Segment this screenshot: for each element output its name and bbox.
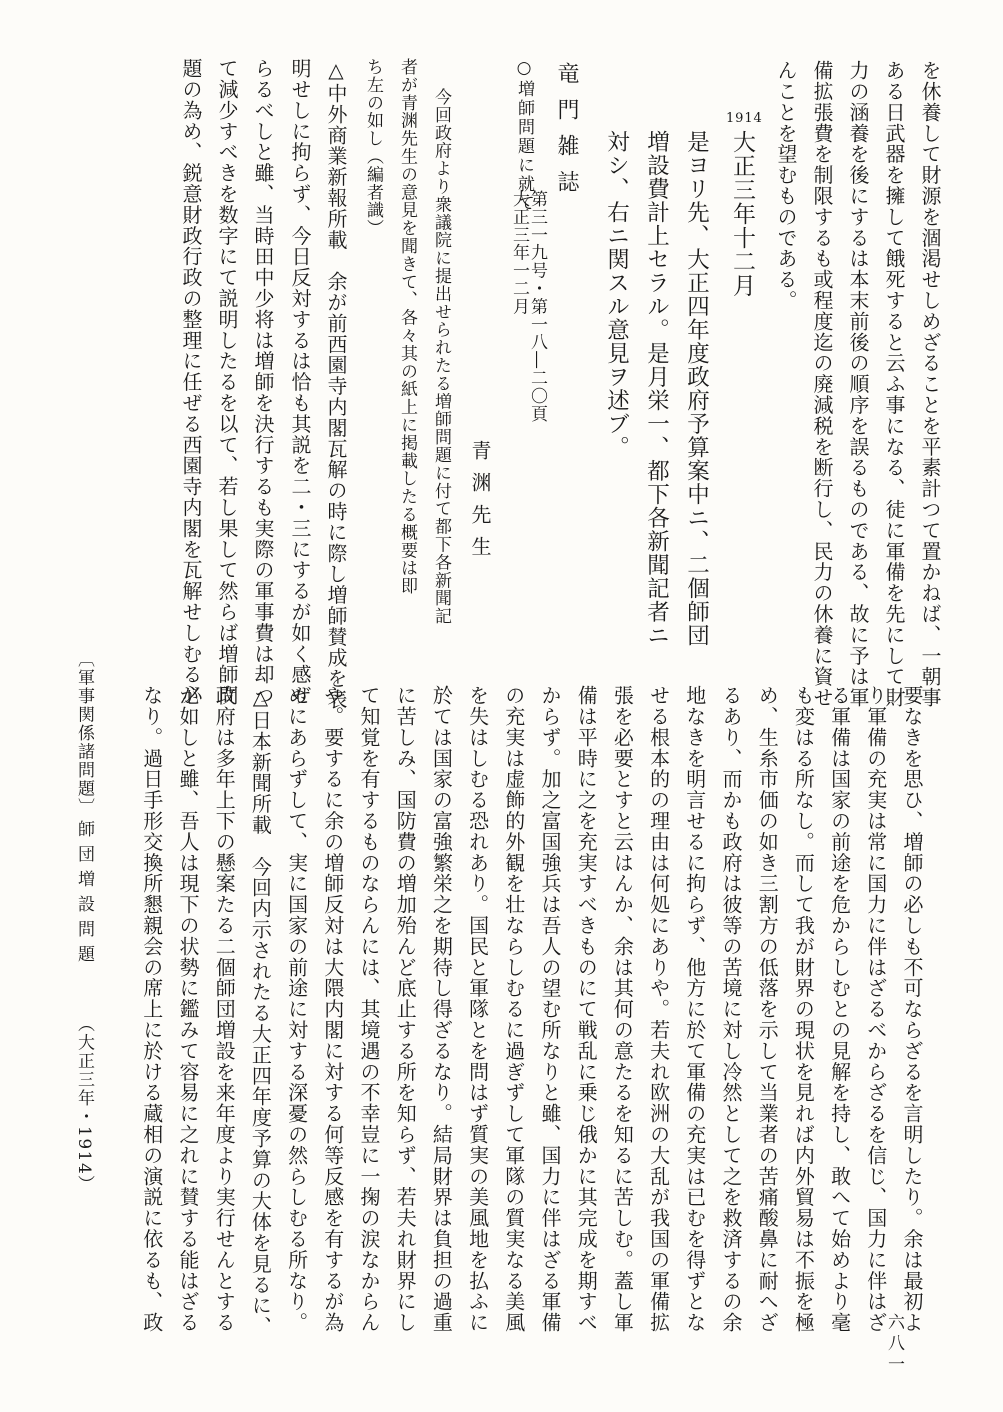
bottom-line-11: からず。加之富国強兵は吾人の望む所なりと雖、国力に伴はざる軍備 bbox=[538, 685, 562, 1333]
bottom-line-16: て知覚を有するものならんには、其境遇の不幸豈に一掬の涙なからん bbox=[357, 685, 381, 1333]
bottom-line-12: の充実は虚飾的外観を壮ならしむるに過ぎずして軍隊の質実なる美風 bbox=[501, 685, 526, 1333]
bottom-line-8: せる根本的の理由は何処にありや。若夫れ欧洲の大乱が我国の軍備拡 bbox=[646, 685, 671, 1333]
footer-period: （大正三年・1914） bbox=[74, 1015, 94, 1194]
bottom-line-15: に苦しみ、国防費の増加殆んど底止する所を知らず、若夫れ財界にし bbox=[393, 685, 418, 1333]
bottom-line-5: め、生糸市価の如き三割方の低落を示して当業者の苦痛酸鼻に耐へざ bbox=[755, 685, 780, 1333]
bottom-line-1: 要なきを思ひ、増師の必しも不可ならざるを言明したり。余は最初よ bbox=[900, 685, 924, 1333]
bottom-line-14: 於ては国家の富強繁栄之を期待し得ざるなり。結局財界は負担の過重 bbox=[429, 685, 454, 1333]
article-heading: ○増師問題に就て bbox=[514, 58, 534, 213]
footer-title: 師団増設問題 bbox=[74, 820, 94, 970]
bottom-line-3: る軍備は国家の前途を危からしむとの見解を持し、敢へて始めより毫 bbox=[827, 685, 852, 1333]
summary-line-1: 是ヨリ先、大正四年度政府予算案中ニ、二個師団 bbox=[683, 130, 710, 647]
bottom-line-4: も変はる所なし。而して我が財界の現状を見れば内外貿易は不振を極 bbox=[791, 685, 816, 1333]
intro-line-5: んことを望むものである。 bbox=[774, 60, 798, 311]
bottom-line-17: や。要するに余の増師反対は大隈内閣に対する何等反感を有するが為 bbox=[320, 685, 345, 1333]
bottom-line-22: なり。過日手形交換所懇親会の席上に於ける蔵相の演説に依るも、政 bbox=[139, 685, 164, 1333]
body-line-5: 題の為め、鋭意財政行政の整理に任ぜる西園寺内閣を瓦解せしむる必 bbox=[179, 58, 203, 706]
source-date: 大正三年一二月 bbox=[509, 190, 529, 316]
page-number: 六八一 bbox=[884, 1313, 904, 1376]
editor-note-line-1: 今回政府より衆議院に提出せられたる増師問題に付て都下各新聞記 bbox=[431, 88, 451, 625]
editor-note-line-3: ち左の如し（編者識） bbox=[363, 58, 383, 237]
summary-line-2: 増設費計上セラル。是月栄一、都下各新聞記者ニ bbox=[643, 130, 670, 647]
bottom-line-18: めにあらずして、実に国家の前途に対する深憂の然らしむる所なり。 bbox=[284, 685, 309, 1333]
intro-line-4: 備拡張費を制限するも或程度迄の廃減税を断行し、民力の休養に資せ bbox=[810, 60, 834, 708]
footer-category: 〔軍事関係諸問題〕 bbox=[74, 650, 94, 817]
author: 青渊先生 bbox=[468, 440, 492, 568]
editor-note-line-2: 者が青渊先生の意見を聞きて、各々其の紙上に掲載したる概要は即 bbox=[397, 58, 417, 595]
date-heading: 大正三年十二月 bbox=[729, 130, 755, 298]
year-western: 1914 bbox=[726, 111, 763, 126]
intro-line-1: を休養して財源を涸渇せしめざることを平素計つて置かねば、一朝事 bbox=[918, 60, 942, 708]
source-title: 竜門雑誌 bbox=[554, 62, 579, 206]
bottom-line-2: り軍備の充実は常に国力に伴はざるべからざるを信じ、国力に伴はざ bbox=[863, 685, 888, 1333]
bottom-line-7: 地なきを明言せるに拘らず、他方に於て軍備の充実は已むを得ずとな bbox=[682, 685, 707, 1333]
body-line-4: て減少すべきを数字にて説明したるを以て、若し果して然らば増師問 bbox=[215, 58, 239, 706]
bottom-line-10: 備は平時に之を充実すべきものにて戦乱に乗じ俄かに其完成を期すべ bbox=[574, 685, 599, 1333]
body-line-3: らるべしと雖、当時田中少将は増師を決行するも実際の軍事費は却つ bbox=[251, 58, 275, 706]
bottom-line-21: が如しと雖、吾人は現下の状勢に鑑みて容易に之れに賛する能はざる bbox=[176, 685, 200, 1333]
bottom-line-19: △日本新聞所載 今回内示されたる大正四年度予算の大体を見るに、 bbox=[248, 685, 273, 1337]
bottom-line-6: るあり、而かも政府は彼等の苦境に対し冷然として之を救済するの余 bbox=[719, 685, 743, 1333]
source-issue: 第三一九号・第一八―二〇頁 bbox=[527, 190, 547, 423]
bottom-line-20: 政府は多年上下の懸案たる二個師団増設を来年度より実行せんとする bbox=[212, 685, 237, 1333]
summary-line-3: 対シ、右ニ関スル意見ヲ述ブ。 bbox=[603, 130, 630, 459]
bottom-line-9: 張を必要とすと云はんか、余は其何の意たるを知るに苦しむ。蓋し軍 bbox=[610, 685, 635, 1333]
body-line-2: 明せしに拘らず、今日反対するは恰も其説を二・三にするが如く感ぜ bbox=[288, 58, 312, 706]
bottom-line-13: を失はしむる恐れあり。国民と軍隊とを問はず質実の美風地を払ふに bbox=[465, 685, 490, 1333]
body-line-1: △中外商業新報所載 余が前西園寺内閣瓦解の時に際し増師賛成を表 bbox=[324, 58, 348, 710]
intro-line-2: ある日武器を擁して餓死すると云ふ事になる、徒に軍備を先にして財 bbox=[882, 60, 906, 708]
intro-line-3: 力の涵養を後にするは本末前後の順序を誤るものである、故に予は軍 bbox=[846, 60, 870, 708]
